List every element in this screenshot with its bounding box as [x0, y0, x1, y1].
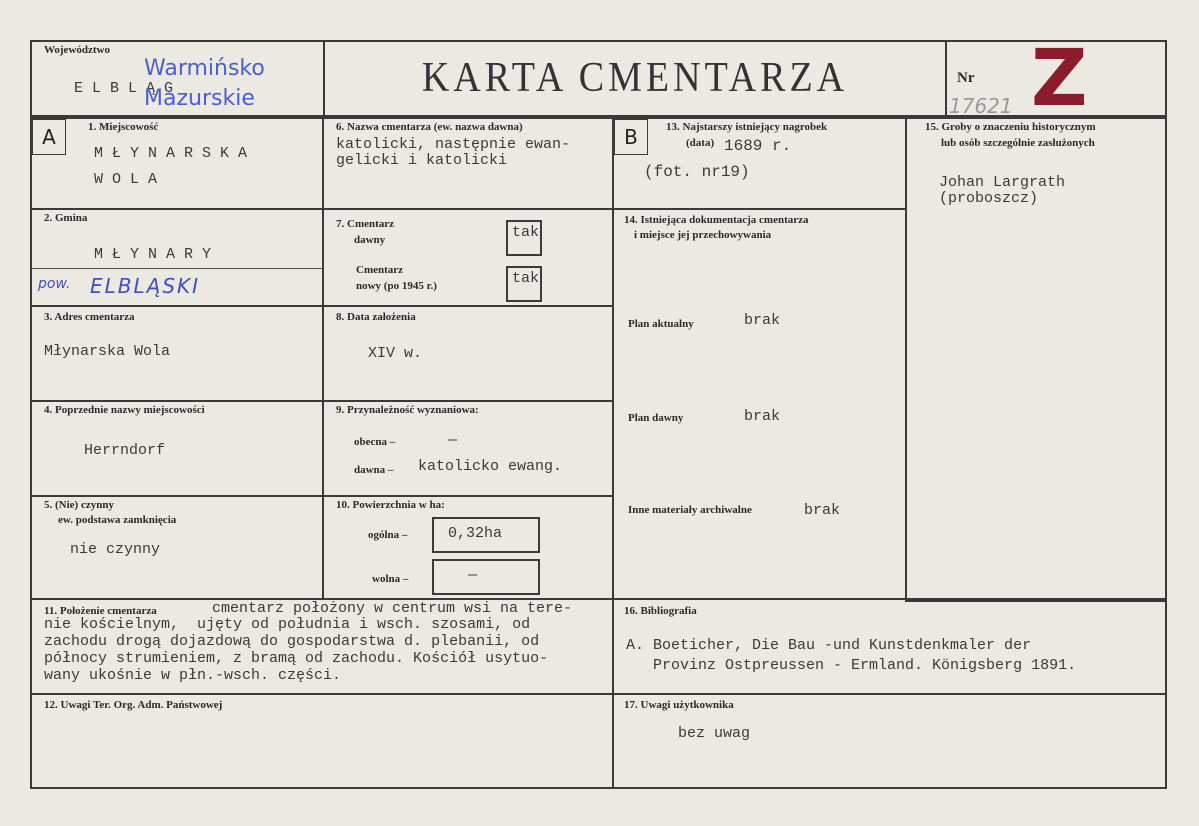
field-14-cell: [612, 208, 907, 600]
field-6-label: 6. Nazwa cmentarza (ew. nazwa dawna): [336, 121, 523, 133]
nr-label: Nr: [957, 70, 975, 86]
ogolna-value: 0,32ha: [432, 517, 540, 553]
field-1-cell: [30, 117, 324, 210]
field-3-label: 3. Adres cmentarza: [44, 311, 135, 323]
plan-dawny-value: brak: [744, 408, 781, 425]
field-2-value: MŁYNARY: [94, 246, 221, 263]
dawny-checkbox[interactable]: tak: [506, 220, 542, 256]
field-8-cell: [322, 305, 614, 402]
stamp-line2: Mazurskie: [144, 86, 255, 111]
field-15-label2: lub osób szczególnie zasłużonych: [941, 137, 1095, 149]
wojewodztwo-cell: [30, 40, 325, 117]
wolna-value: —: [432, 559, 540, 595]
field-7-dawny-label: dawny: [354, 234, 386, 246]
field-13-cell: [612, 117, 907, 210]
dawna-value: katolicko ewang.: [418, 458, 563, 475]
field-11-cell: [30, 598, 614, 695]
field-13-label: 13. Najstarszy istniejący nagrobek: [666, 121, 828, 133]
field-2-cell: [30, 208, 324, 307]
dawna-label: dawna –: [354, 464, 394, 476]
pow-prefix: pow.: [38, 276, 71, 292]
title-cell: [323, 40, 947, 117]
field-4-cell: [30, 400, 324, 497]
pow-value: ELBLĄSKI: [90, 274, 201, 298]
field-4-label: 4. Poprzednie nazwy miejscowości: [44, 404, 205, 416]
field-5-label: 5. (Nie) czynny: [44, 499, 114, 511]
field-13-foto: (fot. nr19): [644, 163, 750, 181]
page-title: KARTA CMENTARZA: [421, 54, 849, 102]
field-6-value: katolicki, następnie ewan- gelicki i katolicki: [336, 136, 571, 169]
nowy-checkbox[interactable]: tak: [506, 266, 542, 302]
plan-aktualny-label: Plan aktualny: [628, 318, 694, 330]
field-17-cell: [612, 693, 1167, 789]
inne-label: Inne materiały archiwalne: [628, 504, 752, 516]
stamp-line1: Warmińsko: [144, 56, 265, 81]
field-16-cell: [612, 598, 1167, 695]
field-17-value: bez uwag: [678, 725, 751, 742]
field-12-cell: [30, 693, 614, 789]
field-12-label: 12. Uwagi Ter. Org. Adm. Państwowej: [44, 699, 223, 711]
inne-value: brak: [804, 502, 841, 519]
field-6-cell: [322, 117, 614, 210]
field-7-label: 7. Cmentarz: [336, 218, 395, 230]
field-5-value: nie czynny: [70, 541, 161, 558]
field-3-cell: [30, 305, 324, 402]
plan-dawny-label: Plan dawny: [628, 412, 684, 424]
field-5-sublabel: ew. podstawa zamknięcia: [58, 514, 177, 526]
field-4-value: Herrndorf: [84, 442, 166, 459]
field-7-cell: [322, 208, 614, 307]
field-9-cell: [322, 400, 614, 497]
field-14-label2: i miejsce jej przechowywania: [634, 229, 772, 241]
field-15-value: Johan Largrath (proboszcz): [939, 174, 1066, 207]
field-7-nowy-label: Cmentarz: [356, 264, 404, 276]
plan-aktualny-value: brak: [744, 312, 781, 329]
field-1-label: 1. Miejscowość: [88, 121, 159, 133]
field-11-label: 11. Położenie cmentarza: [44, 605, 157, 617]
obecna-label: obecna –: [354, 436, 396, 448]
field-8-value: XIV w.: [368, 345, 423, 362]
field-13-data-label: (data): [686, 137, 715, 149]
field-14-label: 14. Istniejąca dokumentacja cmentarza: [624, 214, 809, 226]
field-3-value: Młynarska Wola: [44, 343, 171, 360]
field-10-cell: [322, 495, 614, 600]
field-1-line2: WOLA: [94, 171, 167, 188]
field-5-cell: [30, 495, 324, 600]
field-1-line1: MŁYNARSKA: [94, 145, 257, 162]
wojewodztwo-value: ELBLĄG: [74, 80, 183, 97]
field-9-label: 9. Przynależność wyznaniowa:: [336, 404, 479, 416]
field-13-value: 1689 r.: [724, 137, 792, 155]
field-16-label: 16. Bibliografia: [624, 605, 697, 617]
wolna-label: wolna –: [372, 573, 409, 585]
field-10-label: 10. Powierzchnia w ha:: [336, 499, 445, 511]
obecna-value: —: [448, 432, 458, 449]
section-a-label: A: [32, 119, 66, 155]
field-8-label: 8. Data założenia: [336, 311, 416, 323]
section-b-label: B: [614, 119, 648, 155]
nr-letter-stamp: Z: [1031, 34, 1088, 124]
field-16-value: A. Boeticher, Die Bau -und Kunstdenkmaler der Provinz Ostpreussen - Ermland. Königsberg 1891.: [626, 637, 1077, 674]
field-17-label: 17. Uwagi użytkownika: [624, 699, 734, 711]
nr-cell: [945, 34, 1167, 124]
field-2-label: 2. Gmina: [44, 212, 88, 224]
field-15-label: 15. Groby o znaczeniu historycznym: [925, 121, 1096, 133]
nr-handwritten: 17621: [949, 94, 1013, 118]
field-7-nowy-sublabel: nowy (po 1945 r.): [356, 280, 437, 292]
wojewodztwo-label: Województwo: [44, 44, 110, 56]
field-11-value-first: cmentarz położony w centrum wsi na tere-: [212, 600, 573, 617]
field-11-value: nie kościelnym, ujęty od południa i wsch. szosami, od zachodu drogą dojazdową do gospodarstwa d. plebanii, od północy strumieniem, z bramą od zachodu. Kościół usytuo- wany ukośnie w płn.-wsch. części.: [44, 616, 549, 684]
ogolna-label: ogólna –: [368, 529, 408, 541]
field-15-cell: [905, 117, 1167, 602]
